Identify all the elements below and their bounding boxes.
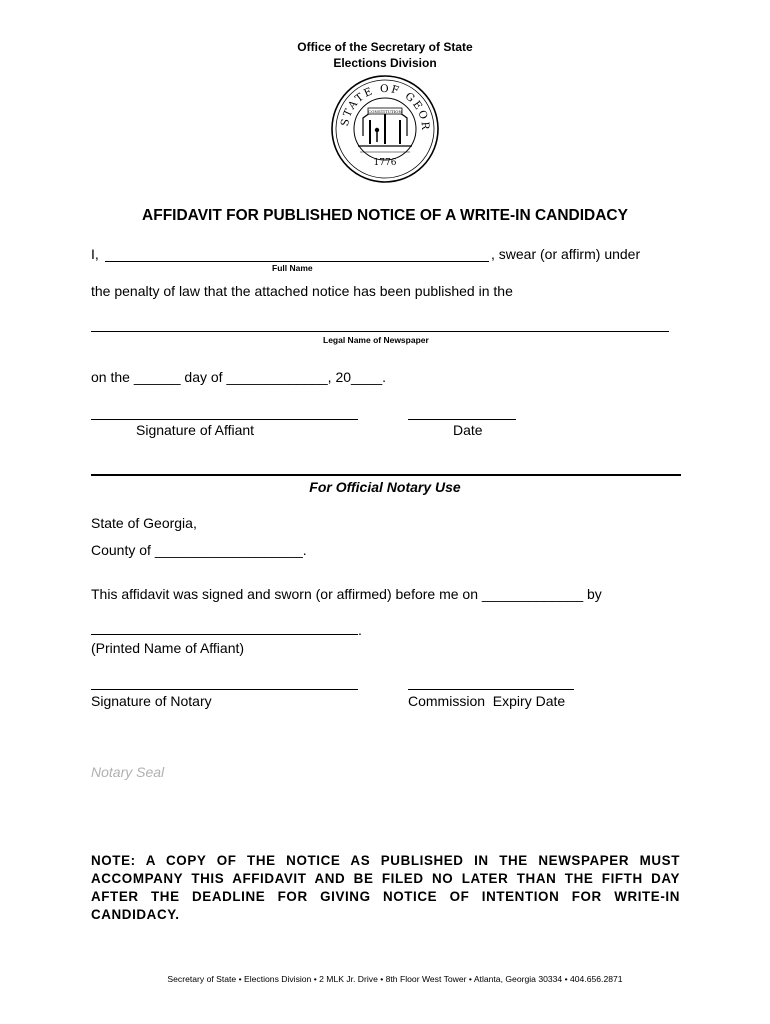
printed-name-field[interactable] [91, 634, 358, 635]
affiant-signature-label: Signature of Affiant [136, 422, 255, 438]
division-heading: Elections Division [333, 56, 437, 70]
sworn-statement: This affidavit was signed and sworn (or affirmed) before me on _____________ by [91, 586, 602, 602]
form-title: AFFIDAVIT FOR PUBLISHED NOTICE OF A WRITE-IN CANDIDACY [142, 207, 628, 224]
notary-signature-label: Signature of Notary [91, 693, 212, 709]
penalty-text: the penalty of law that the attached notice has been published in the [91, 283, 513, 299]
notary-signature-field[interactable] [91, 689, 358, 690]
commission-expiry-label: Commission Expiry Date [408, 693, 566, 709]
printed-name-period: . [358, 622, 362, 638]
seal-banner: CONSTITUTION [368, 109, 402, 114]
seal-year: 1776 [373, 158, 397, 168]
newspaper-field[interactable] [91, 331, 669, 332]
state-text: State of Georgia, [91, 515, 197, 531]
office-heading: Office of the Secretary of State [297, 40, 473, 54]
printed-name-label: (Printed Name of Affiant) [91, 640, 245, 656]
section-divider [91, 474, 681, 476]
notary-seal-placeholder: Notary Seal [91, 764, 165, 780]
affiant-date-label: Date [453, 422, 483, 438]
notary-heading: For Official Notary Use [309, 479, 461, 495]
i-prefix: I, [91, 246, 99, 262]
date-of-publication-text: on the ______ day of _____________, 20____. [91, 369, 387, 385]
full-name-field[interactable] [105, 261, 489, 262]
newspaper-label: Legal Name of Newspaper [323, 335, 429, 345]
seal-ring-text: STATE OF GEOR [338, 82, 432, 132]
full-name-label: Full Name [272, 263, 313, 273]
swear-text: , swear (or affirm) under [491, 246, 641, 262]
commission-expiry-field[interactable] [408, 689, 574, 690]
georgia-state-seal [330, 74, 440, 184]
affiant-date-field[interactable] [408, 419, 516, 420]
footer-address: Secretary of State • Elections Division • 2 MLK Jr. Drive • 8th Floor West Tower • Atlanta, Georgia 30334 • 404.656.2871 [167, 974, 623, 984]
county-text: County of ___________________. [91, 542, 307, 558]
affiant-signature-field[interactable] [91, 419, 358, 420]
filing-note: NOTE: A COPY OF THE NOTICE AS PUBLISHED IN THE NEWSPAPER MUST ACCOMPANY THIS AFFIDAVIT AND BE FILED NO LATER THAN THE FIFTH DAY AFTER THE DEADLINE FOR GIVING NOTICE OF INTENTION FOR WRITE-IN CANDIDACY. [91, 853, 680, 922]
